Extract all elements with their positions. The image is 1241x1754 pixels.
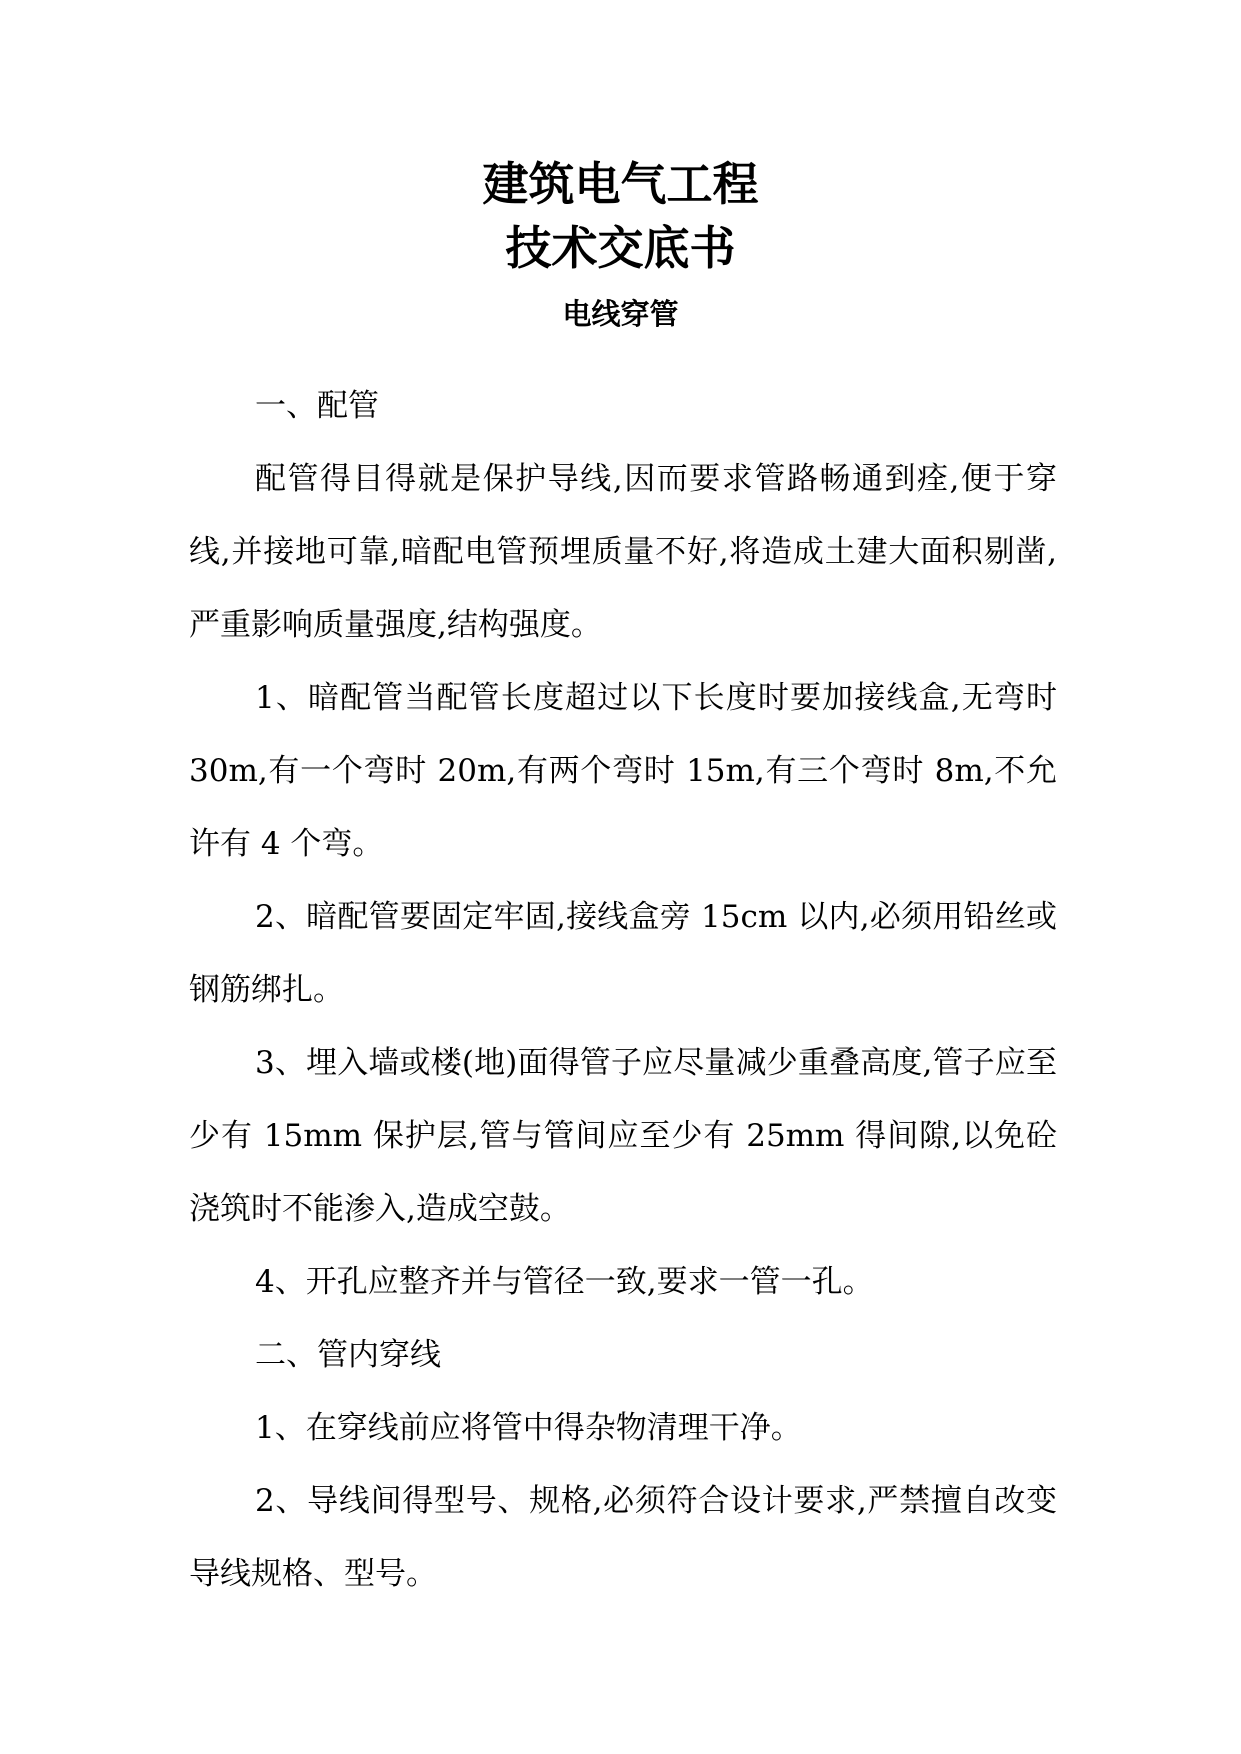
document-subtitle: 电线穿管: [562, 297, 679, 331]
section-heading-piping: 一、配管: [255, 388, 379, 424]
paragraph-item-4: 4、开孔应整齐并与管径一致,要求一管一孔。: [255, 1264, 874, 1300]
paragraph-item-1: 1、暗配管当配管长度超过以下长度时要加接线盒,无弯时 30m,有一个弯时 20m,有两个弯时 15m,有三个弯时 8m,不允许有 4 个弯。: [189, 680, 1057, 862]
section-heading-wiring: 二、管内穿线: [255, 1337, 441, 1373]
paragraph-piping-purpose: 配管得目得就是保护导线,因而要求管路畅通到痊,便于穿线,并接地可靠,暗配电管预埋质量不好,将造成土建大面积剔凿,严重影响质量强度,结构强度。: [189, 461, 1057, 643]
paragraph-item-2: 2、暗配管要固定牢固,接线盒旁 15cm 以内,必须用铅丝或钢筋绑扎。: [189, 899, 1057, 1008]
paragraph-item-3: 3、埋入墙或楼(地)面得管子应尽量减少重叠高度,管子应至少有 15mm 保护层,管与管间应至少有 25mm 得间隙,以免砼浇筑时不能渗入,造成空鼓。: [189, 1045, 1057, 1227]
paragraph-wiring-item-1: 1、在穿线前应将管中得杂物清理干净。: [255, 1410, 802, 1446]
document-title: 建筑电气工程: [482, 157, 759, 211]
paragraph-wiring-item-2: 2、导线间得型号、规格,必须符合设计要求,严禁擅自改变导线规格、型号。: [189, 1483, 1057, 1592]
document-title-line2: 技术交底书: [505, 221, 736, 275]
document-body: [189, 370, 1057, 1611]
